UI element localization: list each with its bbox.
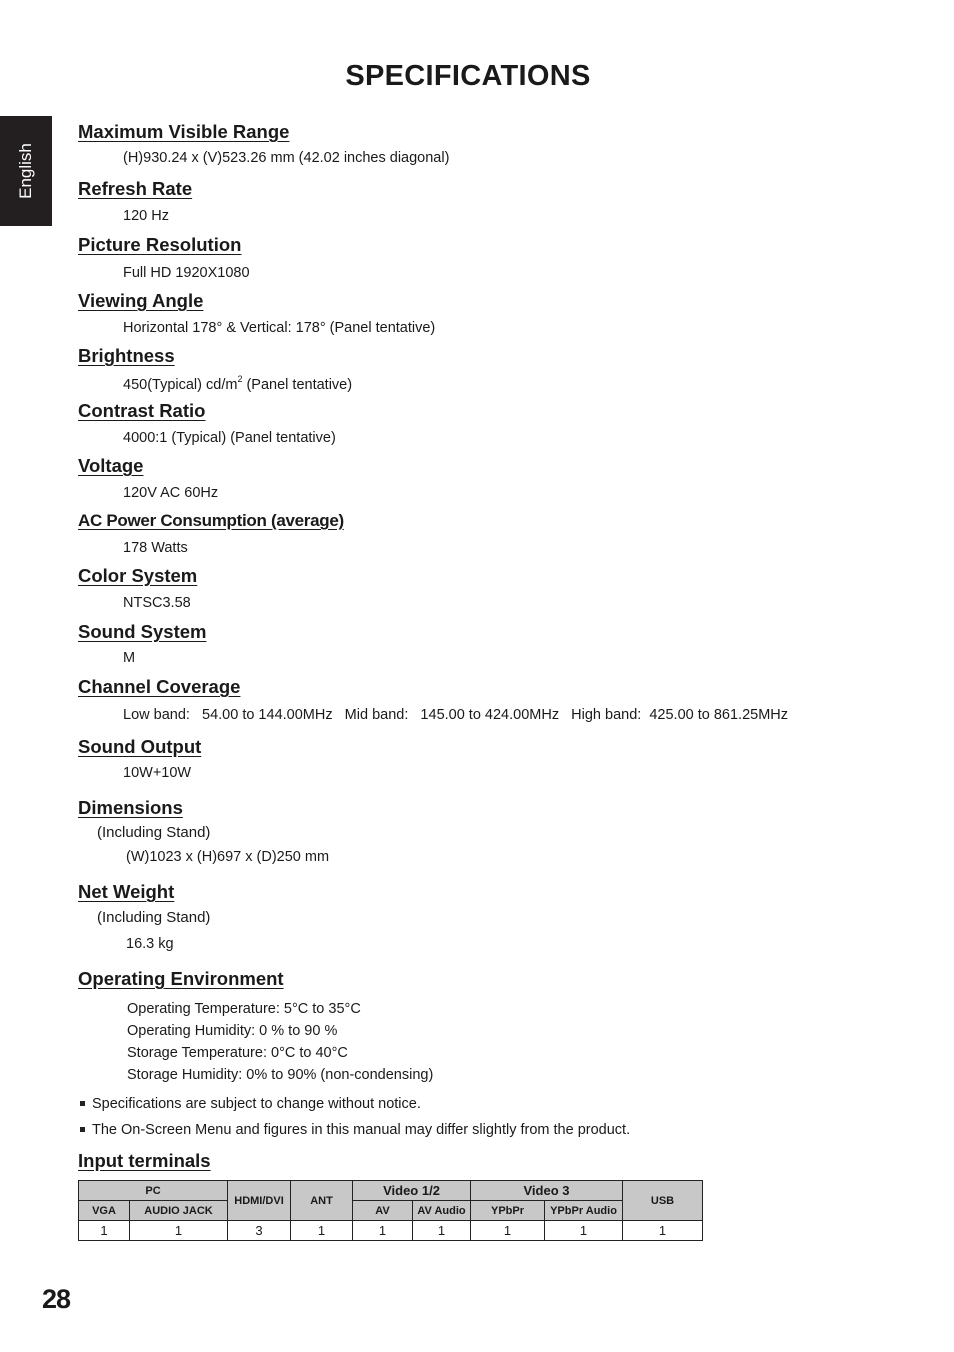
subheader-audio-jack: AUDIO JACK [130,1201,228,1221]
value-sound-output: 10W+10W [123,765,192,781]
note-item [78,1122,630,1138]
note-text: The On-Screen Menu and figures in this manual may differ slightly from the product. [92,1122,631,1138]
header-ant: ANT [291,1181,353,1221]
env-line-storage-humidity: Storage Humidity: 0% to 90% (non-condensing) [127,1067,434,1083]
count-vga: 1 [79,1221,130,1241]
heading-voltage: Voltage [78,455,144,476]
heading-operating-environment: Operating Environment [78,968,284,989]
table-row [79,1221,703,1241]
heading-ac-power: AC Power Consumption (average) [78,511,344,530]
language-tab-label: English [16,143,35,199]
value-color-system: NTSC3.58 [123,595,191,611]
heading-picture-resolution: Picture Resolution [78,234,242,255]
net-weight-note: (Including Stand) [97,909,211,926]
heading-brightness: Brightness [78,345,175,366]
count-ypbpr-audio: 1 [545,1221,623,1241]
subheader-ypbpr: YPbPr [471,1201,545,1221]
value-contrast-ratio: 4000:1 (Typical) (Panel tentative) [123,430,336,446]
note-text: Specifications are subject to change without notice. [92,1096,421,1112]
heading-contrast-ratio: Contrast Ratio [78,400,206,421]
brightness-value-suffix: (Panel tentative) [242,376,353,393]
count-ypbpr: 1 [471,1221,545,1241]
page-number: 28 [42,1284,71,1314]
count-usb: 1 [623,1221,703,1241]
dimensions-note: (Including Stand) [97,824,211,841]
value-channel-coverage: Low band: 54.00 to 144.00MHz Mid band: 145.00 to 424.00MHz High band: 425.00 to 861.25MHz [123,707,789,723]
subheader-vga: VGA [79,1201,130,1221]
value-voltage: 120V AC 60Hz [123,485,219,501]
input-terminals-table [78,1180,703,1241]
count-ant: 1 [291,1221,353,1241]
heading-channel-coverage: Channel Coverage [78,676,241,697]
value-dimensions: (W)1023 x (H)697 x (D)250 mm [126,849,330,865]
value-refresh-rate: 120 Hz [123,208,169,224]
header-pc: PC [79,1181,228,1201]
subheader-av-audio: AV Audio [413,1201,471,1221]
env-line-operating-humidity: Operating Humidity: 0 % to 90 % [127,1023,338,1039]
heading-dimensions: Dimensions [78,797,183,818]
value-brightness [123,375,352,393]
header-usb: USB [623,1181,703,1221]
note-item [78,1096,421,1112]
heading-viewing-angle: Viewing Angle [78,290,204,311]
subheader-ypbpr-audio: YPbPr Audio [545,1201,623,1221]
value-viewing-angle: Horizontal 178° & Vertical: 178° (Panel tentative) [123,320,436,336]
brightness-superscript: 2 [237,374,243,384]
value-net-weight: 16.3 kg [126,936,174,952]
heading-refresh-rate: Refresh Rate [78,178,193,199]
env-line-storage-temperature: Storage Temperature: 0°C to 40°C [127,1045,348,1061]
header-video-1-2: Video 1/2 [353,1181,471,1201]
bullet-square-icon [80,1127,85,1132]
value-ac-power: 178 Watts [123,540,188,556]
count-av: 1 [353,1221,413,1241]
count-audio-jack: 1 [130,1221,228,1241]
brightness-value-text: 450(Typical) cd/m [123,376,238,393]
heading-net-weight: Net Weight [78,881,175,902]
heading-sound-system: Sound System [78,621,207,642]
language-tab [0,116,52,226]
heading-input-terminals: Input terminals [78,1150,211,1171]
subheader-av: AV [353,1201,413,1221]
page-title: SPECIFICATIONS [345,60,591,92]
header-hdmi-dvi: HDMI/DVI [228,1181,291,1221]
value-max-visible-range: (H)930.24 x (V)523.26 mm (42.02 inches diagonal) [123,150,450,166]
value-sound-system: M [123,650,136,666]
heading-max-visible-range: Maximum Visible Range [78,121,290,142]
env-line-operating-temperature: Operating Temperature: 5°C to 35°C [127,1001,361,1017]
heading-color-system: Color System [78,565,198,586]
count-av-audio: 1 [413,1221,471,1241]
heading-sound-output: Sound Output [78,736,202,757]
count-hdmi-dvi: 3 [228,1221,291,1241]
header-video-3: Video 3 [471,1181,623,1201]
value-picture-resolution: Full HD 1920X1080 [123,265,250,281]
bullet-square-icon [80,1101,85,1106]
